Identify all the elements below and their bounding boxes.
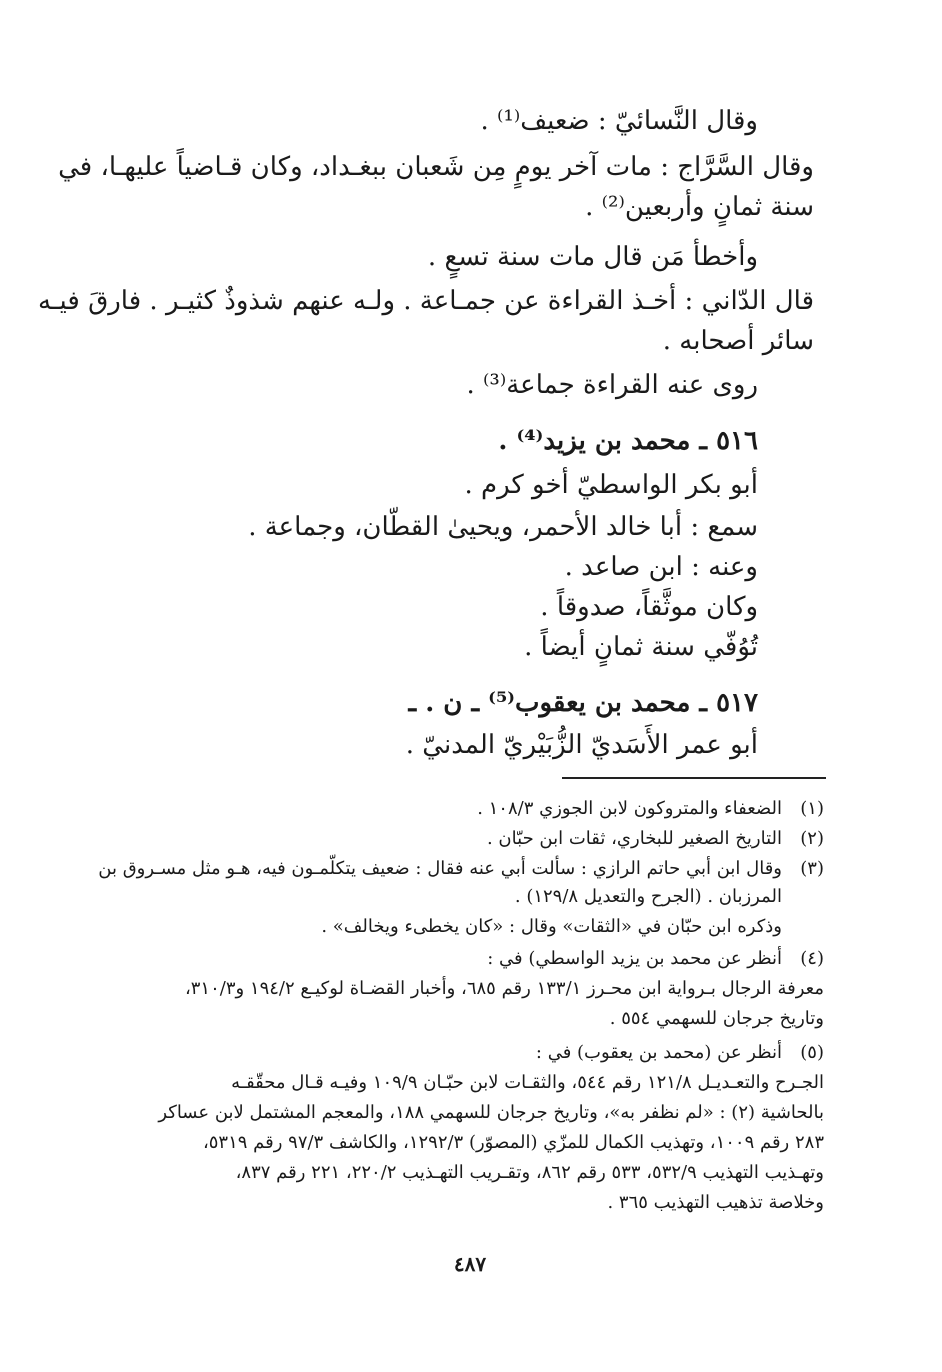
footnote-5 [104,1040,824,1220]
footnote-number: (٢) [800,828,824,849]
footnote-3 [98,856,824,940]
body-line: قال الدّاني : أخـذ القراءة عن جمـاعة . ولـه عنهم شذوذٌ كثيـر . فارقَ فيـه [37,286,814,316]
footnote-line: وذكره ابن حبّان في «الثقات» وقال : «كان يخطىء ويخالف» . [321,916,782,937]
body-line: روى عنه القراءة جماعة⁽³⁾ . [466,370,758,400]
footnote-line: ٢٨٣ رقم ١٠٠٩، وتهذيب الكمال للمزّي (المصوّر) ١٢٩٢/٣، والكاشف ٩٧/٣ رقم ٥٣١٩، [202,1132,824,1153]
footnote-number: (٣) [800,858,824,879]
body-line: سائر أصحابه . [662,326,814,356]
footnote-line: وتاريخ جرجان للسهمي ٥٥٤ . [609,1008,824,1029]
footnote-line: الجـرح والتعـديـل ١٢١/٨ رقم ٥٤٤، والثقـات لابن حبّـان ١٠٩/٩ وفيـه قـال محقّقـه [231,1072,824,1093]
footnote-number: (٤) [800,948,824,969]
entry-516-line: وكان موثَّقاً، صدوقاً . [540,592,758,622]
footnote-4 [104,946,824,1030]
entry-516-line: تُوُفّي سنة ثمانٍ أيضاً . [524,632,758,662]
footnote-separator [562,777,826,779]
entry-516-line: أبو بكر الواسطيّ أخو كرم . [464,470,758,500]
body-line: سنة ثمانٍ وأربعين⁽²⁾ . [585,192,814,222]
footnote-line: الضعفاء والمتروكون لابن الجوزي ١٠٨/٣ . [477,798,782,819]
footnote-line: المرزبان . (الجرح والتعديل ١٢٩/٨) . [514,886,782,907]
page-number: ٤٨٧ [453,1252,487,1276]
entry-516-line: وعنه : ابن صاعد . [564,552,758,582]
body-line: وأخطأ مَن قال مات سنة تسعٍ . [427,242,758,272]
footnote-line: وخلاصة تذهيب التهذيب ٣٦٥ . [607,1192,824,1213]
footnote-line: بالحاشية (٢) : «لم نظفر به»، وتاريخ جرجان للسهمي ١٨٨، والمعجم المشتمل لابن عساكر [158,1102,824,1123]
footnote-line: معرفة الرجال بـرواية ابن محـرز ١٣٣/١ رقم ٦٨٥، وأخبار القضـاة لوكيـع ١٩٤/٢ و٣١٠/٣، [184,978,824,999]
entry-516-line: سمع : أبا خالد الأحمر، ويحيىٰ القطّان، وجماعة . [248,512,758,542]
footnote-line: أنظر عن (محمد بن يعقوب) في : [535,1042,782,1063]
entry-517-line: أبو عمر الأَسَديّ الزُّبَيْريّ المدنيّ . [405,730,758,760]
footnote-line: وتهـذيب التهذيب ٥٣٢/٩، ٥٣٣ رقم ٨٦٢، وتقـريب التهـذيب ٢٢٠/٢، ٢٢١ رقم ٨٣٧، [235,1162,824,1183]
footnote-line: التاريخ الصغير للبخاري، ثقات ابن حبّان . [486,828,782,849]
body-line: وقال السَّرَّاج : مات آخر يومٍ مِن شَعبان ببغـداد، وكان قـاضياً عليهـا، في [58,152,814,182]
footnote-number: (١) [800,798,824,819]
footnote-line: وقال ابن أبي حاتم الرازي : سألت أبي عنه فقال : ضعيف يتكلّمـون فيه، هـو مثل مسـروق بن [98,858,782,879]
entry-516-heading: ٥١٦ ـ محمد بن يزيد⁽⁴⁾ . [498,426,758,456]
footnote-2 [104,826,824,852]
body-line: وقال النَّسائيّ : ضعيف⁽¹⁾ . [480,106,758,136]
entry-517-heading: ٥١٧ ـ محمد بن يعقوب⁽⁵⁾ ـ ن . ـ [408,688,758,718]
footnote-number: (٥) [800,1042,824,1063]
footnote-line: أنظر عن محمد بن يزيد الواسطي) في : [487,948,782,969]
footnote-1 [104,796,824,822]
